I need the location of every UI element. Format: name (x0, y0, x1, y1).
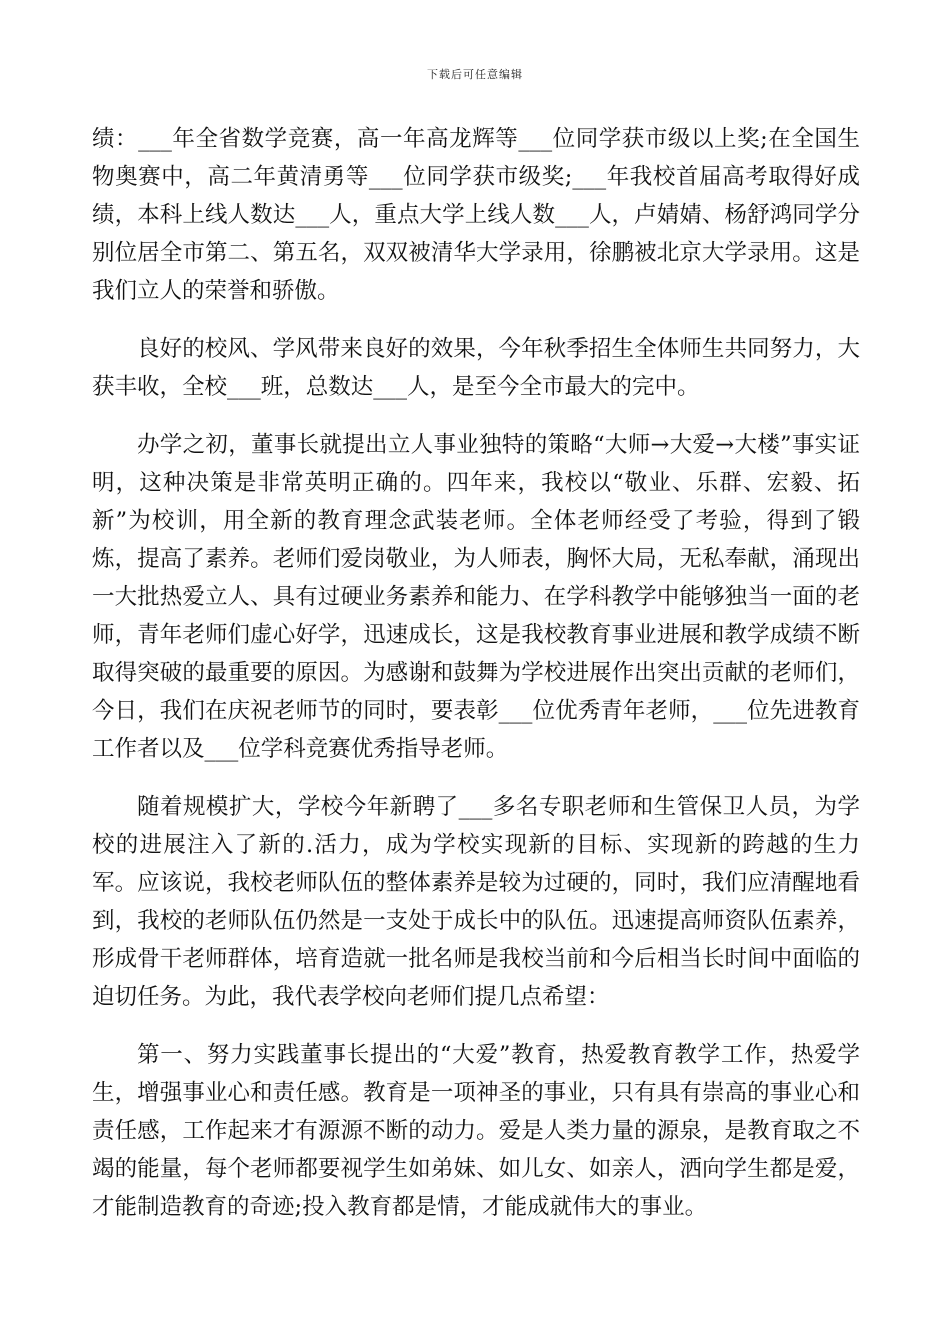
paragraph-2: 良好的校风、学风带来良好的效果，今年秋季招生全体师生共同努力，大获丰收，全校___班，总数达___人，是至今全市最大的完中。 (92, 336, 860, 400)
paragraph-4: 随着规模扩大，学校今年新聘了___多名专职老师和生管保卫人员，为学校的进展注入了新的.活力，成为学校实现新的目标、实现新的跨越的生力军。应该说，我校老师队伍的整体素养是较为过硬的，同时，我们应清醒地看到，我校的老师队伍仍然是一支处于成长中的队伍。迅速提高师资队伍素养，形成骨干老师群体，培育造就一批名师是我校当前和今后相当长时间中面临的迫切任务。为此，我代表学校向老师们提几点希望： (92, 794, 860, 1010)
paragraph-1: 绩：___年全省数学竞赛，高一年高龙辉等___位同学获市级以上奖;在全国生物奥赛中，高二年黄清勇等___位同学获市级奖;___年我校首届高考取得好成绩，本科上线人数达___人，重点大学上线人数___人，卢婧婧、杨舒鸿同学分别位居全市第二、第五名，双双被清华大学录用，徐鹏被北京大学录用。这是我们立人的荣誉和骄傲。 (92, 126, 860, 304)
page-header: 下载后可任意编辑 (427, 68, 523, 81)
paragraph-3: 办学之初，董事长就提出立人事业独特的策略“大师→大爱→大楼”事实证明，这种决策是非常英明正确的。四年来，我校以“敬业、乐群、宏毅、拓新”为校训，用全新的教育理念武装老师。全体老师经受了考验，得到了锻炼，提高了素养。老师们爱岗敬业，为人师表，胸怀大局，无私奉献，涌现出一大批热爱立人、具有过硬业务素养和能力、在学科教学中能够独当一面的老师，青年老师们虚心好学，迅速成长，这是我校教育事业进展和教学成绩不断取得突破的最重要的原因。为感谢和鼓舞为学校进展作出突出贡献的老师们，今日，我们在庆祝老师节的同时，要表彰___位优秀青年老师，___位先进教育工作者以及___位学科竞赛优秀指导老师。 (92, 432, 860, 762)
document-body (92, 120, 860, 1226)
paragraph-5: 第一、努力实践董事长提出的“大爱”教育，热爱教育教学工作，热爱学生，增强事业心和责任感。教育是一项神圣的事业，只有具有崇高的事业心和责任感，工作起来才有源源不断的动力。爱是人类力量的源泉，是教育取之不竭的能量，每个老师都要视学生如弟妹、如儿女、如亲人，洒向学生都是爱，才能制造教育的奇迹;投入教育都是情，才能成就伟大的事业。 (92, 1042, 860, 1220)
